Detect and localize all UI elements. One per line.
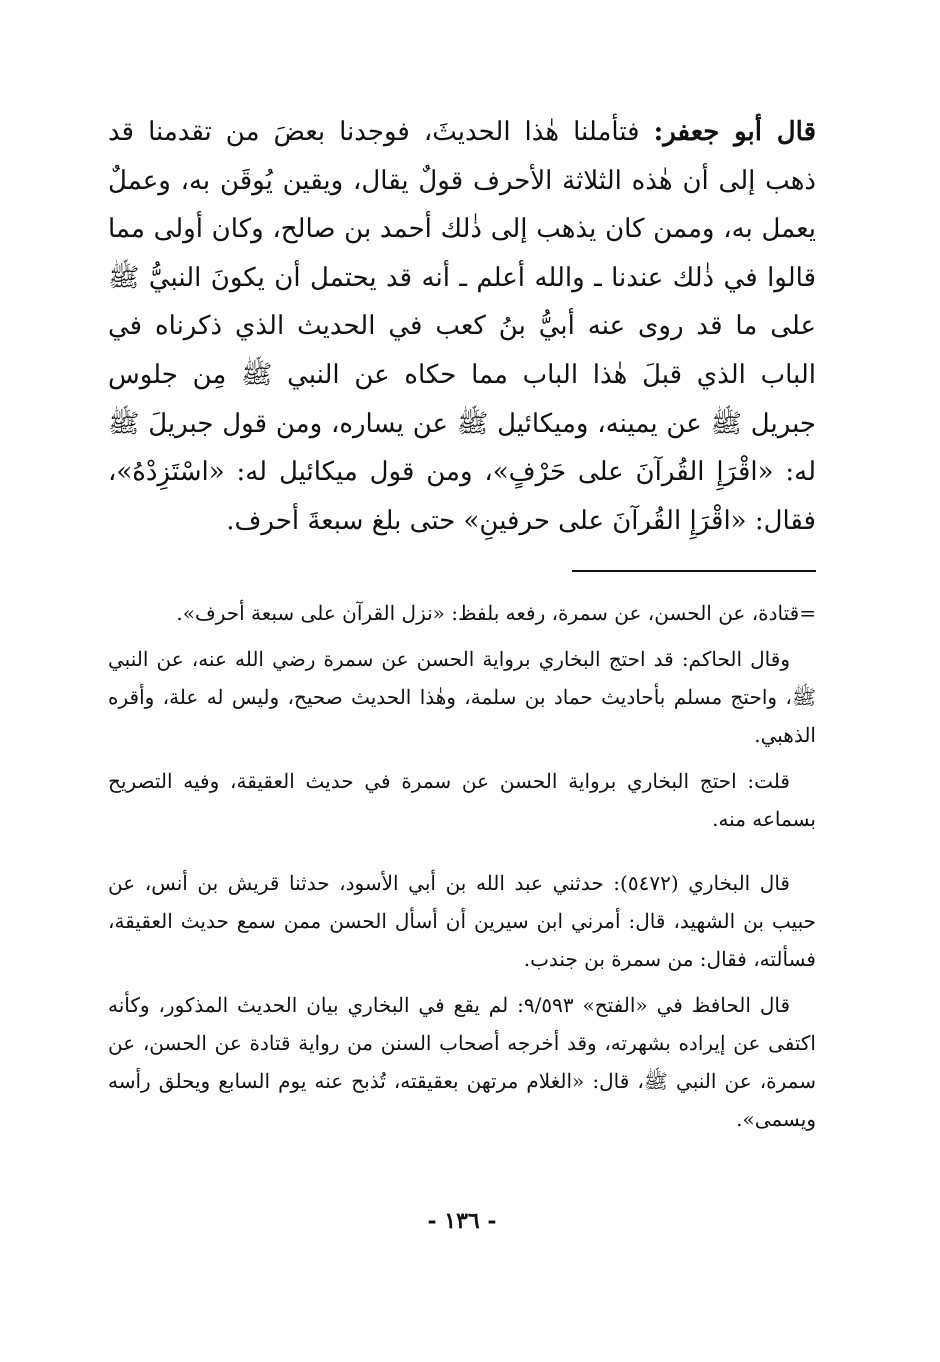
footnote-bukhari: قال البخاري (٥٤٧٢): حدثني عبد الله بن أبي الأسود، حدثنا قريش بن أنس، عن حبيب بن الشهيد، قال: أمرني ابن سيرين أن أسأل الحسن ممن سمع حديث العقيقة، فسألته، فقال: من سمرة بن جندب. — [108, 871, 816, 971]
main-paragraph — [108, 108, 816, 545]
footnote-divider — [572, 570, 816, 572]
book-page — [108, 108, 816, 1268]
footnotes — [108, 594, 816, 1146]
footnote-hafiz: قال الحافظ في «الفتح» ٩/٥٩٣: لم يقع في البخاري بيان الحديث المذكور، وكأنه اكتفى عن إيراده بشهرته، وقد أخرجه أصحاب السنن من رواية قتادة عن الحسن، عن سمرة، عن النبي ﷺ، قال: «الغلام مرتهن بعقيقته، تُذبح عنه يوم السابع ويحلق رأسه ويسمى». — [108, 993, 816, 1131]
footnote-continuation: =قتادة، عن الحسن، عن سمرة، رفعه بلفظ: «نزل القرآن على سبعة أحرف». — [176, 601, 816, 625]
footnote-hakim: وقال الحاكم: قد احتج البخاري برواية الحسن عن سمرة رضي الله عنه، عن النبي ﷺ، واحتج مسلم بأحاديث حماد بن سلمة، وهٰذا الحديث صحيح، وليس له علة، وأقره الذهبي. — [108, 647, 816, 747]
main-lead: قال أبو جعفر: — [653, 117, 817, 147]
page-number: - ١٣٦ - — [427, 1208, 497, 1234]
footnote-qultu: قلت: احتج البخاري برواية الحسن عن سمرة في حديث العقيقة، وفيه التصريح بسماعه منه. — [108, 769, 816, 831]
main-body: فتأملنا هٰذا الحديثَ، فوجدنا بعضَ من تقدمنا قد ذهب إلى أن هٰذه الثلاثة الأحرف قولٌ يقال، ويقين يُوقَن به، وعملٌ يعمل به، وممن كان يذهب إلى ذٰلك أحمد بن صالح، وكان أولى مما قالوا في ذٰلك عندنا ـ والله أعلم ـ أنه قد يحتمل أن يكونَ النبيُّ ﷺ على ما قد روى عنه أبيُّ بنُ كعب في الحديث الذي ذكرناه في الباب الذي قبلَ هٰذا الباب مما حكاه عن النبي ﷺ مِن جلوس جبريل ﷺ عن يمينه، وميكائيل ﷺ عن يساره، ومن قول جبريلَ ﷺ له: «اقْرَإِ القُرآنَ على حَرْفٍ»، ومن قول ميكائيل له: «اسْتَزِدْهُ»، فقال: «اقْرَإِ القُرآنَ على حرفينِ» حتى بلغ سبعةَ أحرف. — [108, 117, 816, 536]
